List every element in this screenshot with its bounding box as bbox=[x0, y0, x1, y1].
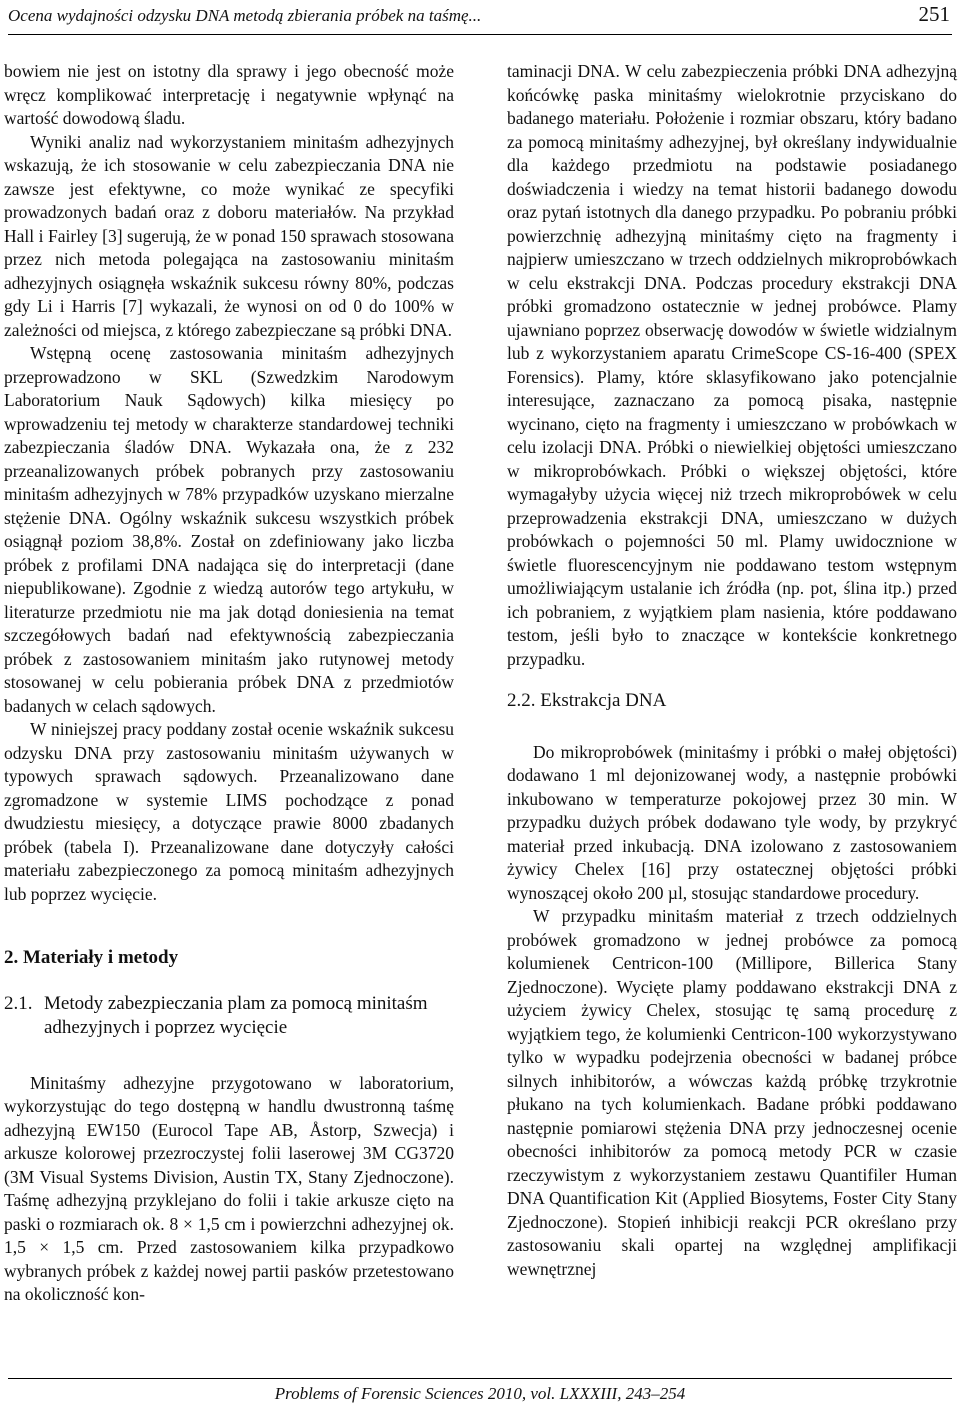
left-column bbox=[4, 60, 454, 1307]
subsection-number: 2.1. bbox=[4, 992, 33, 1014]
section-heading: 2. Materiały i metody bbox=[4, 947, 179, 968]
paragraph: taminacji DNA. W celu zabezpieczenia próbki DNA adhezyjną końcówkę paska minitaśmy wielokrotnie przyciskano do badanego materiału. Położenie i rozmiar obszaru, który badano za pomocą minitaśmy adhezyjnej, był określany indywidualnie dla każdego przedmiotu na podstawie posiadanego doświadczenia i wiedzy na temat historii badanego dowodu oraz pytań istotnych dla danego przypadku. Po pobraniu próbki powierzchnię adhezyjną minitaśmy cięto na fragmenty i najpierw umieszczano w trzech oddzielnych mikroprobówkach w celu ekstrakcji DNA. Podczas procedury ekstrakcji DNA próbki gromadzono ostatecznie w jednej probówce. Plamy ujawniano poprzez obserwację dowodów w świetle widzialnym lub z wykorzystaniem aparatu CrimeScope CS-16-400 (SPEX Forensics). Plamy, które sklasyfikowano jako potencjalnie interesujące, zaznaczano za pomocą pisaka, następnie wycinano, cięto na fragmenty i umieszczano w probówkach w celu izolacji DNA. Próbki o niewielkiej objętości umieszczano w mikroprobówkach. Próbki o większej objętości, które wymagałyby użycia więcej niż trzech mikroprobówek w celu przeprowadzenia ekstrakcji DNA, umieszczano w dużych probówkach o pojemności 50 ml. Plamy uwidocznione w świetle fluorescencyjnym nie poddawano testom wstępnym umożliwiającym ustalanie ich źródła (np. pot, ślina itp.) przed ich pobraniem, z wyjątkiem plam nasienia, które poddawano testom, jeśli było to znaczące w kontekście konkretnego przypadku. bbox=[507, 61, 957, 669]
running-title: Ocena wydajności odzysku DNA metodą zbierania próbek na taśmę... bbox=[8, 6, 482, 25]
subsection-heading bbox=[4, 992, 454, 1040]
paragraph: Minitaśmy adhezyjne przygotowano w laboratorium, wykorzystując do tego dostępną w handlu dwustronną taśmę adhezyjną EW150 (Eurocol Tape AB, Åstorp, Szwecja) i arkusze kolorowej przezroczystej folii laserowej 3M CG3720 (3M Visual Systems Division, Austin TX, Stany Zjednoczone). Taśmę adhezyjną przyklejano do folii i takie arkusze cięto na paski o rozmiarach ok. 8 × 1,5 cm i powierzchni adhezyjnej ok. 1,5 × 1,5 cm. Przed zastosowaniem kilka przypadkowo wybranych próbek z każdej nowej partii pasków przetestowano na okoliczność kon- bbox=[4, 1072, 454, 1304]
page-number: 251 bbox=[918, 2, 950, 26]
paragraph: W przypadku minitaśm materiał z trzech oddzielnych probówek gromadzono w jednej probówce za pomocą kolumienek Centricon-100 (Millipore, Billerica Stany Zjednoczone). Wycięte plamy poddawano ekstrakcji DNA z użyciem żywicy Chelex, stosując tę samą procedurę z wyjątkiem tego, że kolumienki Centricon-100 wykorzystywano tylko w wypadku podejrzenia obecności w badanej próbce silnych inhibitorów, a wówczas każdą próbkę trzykrotnie płukano na tych kolumienkach. Badane próbki poddawano następnie pomiarowi stężenia DNA przy jednoczesnej ocenie obecności inhibitorów za pomocą metody PCR w czasie rzeczywistym z wykorzystaniem zestawu Quantifiler Human DNA Quantification Kit (Applied Biosytems, Foster City Stany Zjednoczone). Stopień inhibicji reakcji PCR określano przy zastosowaniu skali opartej na względnej amplifikacji wewnętrznej bbox=[507, 906, 957, 1279]
subsection-title: Metody zabezpieczania plam za pomocą minitaśm adhezyjnych i poprzez wycięcie bbox=[44, 992, 428, 1038]
paragraph: Do mikroprobówek (minitaśmy i próbki o małej objętości) dodawano 1 ml dejonizowanej wody, a następnie probówki inkubowano w temperaturze pokojowej przez 30 min. W przypadku dużych próbek dodawano tyle wody, by przykryć materiał przed inkubacją. DNA izolowano z zastosowaniem żywicy Chelex [16] przy ostatecznej objętości próbki wynoszącej około 200 µl, stosując standardowe procedury. bbox=[507, 741, 957, 903]
footer-rule bbox=[8, 1378, 952, 1379]
running-head bbox=[8, 4, 952, 35]
paragraph: W niniejszej pracy poddany został ocenie wskaźnik sukcesu odzysku DNA przy zastosowaniu minitaśm używanych w typowych sprawach sądowych. Przeanalizowano dane zgromadzone w systemie LIMS pochodzące z ponad dwudziestu miesięcy, a dotyczące prawie 8000 zbadanych próbek (tabela I). Przeanalizowane dane dotyczyły całości materiału zabezpieczonego za pomocą minitaśm adhezyjnych lub poprzez wycięcie. bbox=[4, 719, 454, 904]
paragraph: bowiem nie jest on istotny dla sprawy i jego obecność może wręcz komplikować interpretację i negatywnie wpłynąć na wartość dowodową śladu. bbox=[4, 61, 454, 128]
paragraph: Wyniki analiz nad wykorzystaniem minitaśm adhezyjnych wskazują, że ich stosowanie w celu zabezpieczania DNA nie zawsze jest efektywne, co może wynikać ze specyfiki prowadzonych badań oraz z doboru materiałów. Na przykład Hall i Fairley [3] sugerują, że w ponad 150 sprawach stosowana przez nich metoda polegająca na zastosowaniu minitaśm adhezyjnych osiągnęła wskaźnik sukcesu równy 80%, podczas gdy Li i Harris [7] wykazali, że wynosi on od 0 do 100% w zależności od miejsca, z którego zabezpieczane są próbki DNA. bbox=[4, 131, 454, 340]
footer-citation: Problems of Forensic Sciences 2010, vol. LXXXIII, 243–254 bbox=[274, 1384, 686, 1403]
right-column bbox=[507, 60, 957, 1281]
subsection-heading: 2.2. Ekstrakcja DNA bbox=[507, 690, 667, 711]
paragraph: Wstępną ocenę zastosowania minitaśm adhezyjnych przeprowadzono w SKL (Szwedzkim Narodowym Laboratorium Nauk Sądowych) kilka miesięcy po wprowadzeniu tej metody w charakterze standardowej techniki zabezpieczania śladów DNA. Wykazała ona, że z 232 przeanalizowanych próbek pobranych przy zastosowaniu minitaśm adhezyjnych w 78% przypadków uzyskano mierzalne stężenie DNA. Ogólny wskaźnik sukcesu wszystkich próbek osiągnął poziom 38,8%. Został on zdefiniowany jako liczba próbek z profilami DNA nadająca się do interpretacji (dane niepublikowane). Zgodnie z wiedzą autorów tego artykułu, w literaturze przedmiotu nie ma jak dotąd doniesienia na temat szczegółowych badań nad efektywnością zabezpieczania próbek z zastosowaniem minitaśm jako rutynowej metody stosowanej w celu pobierania próbek DNA z przedmiotów badanych w celach sądowych. bbox=[4, 343, 454, 716]
